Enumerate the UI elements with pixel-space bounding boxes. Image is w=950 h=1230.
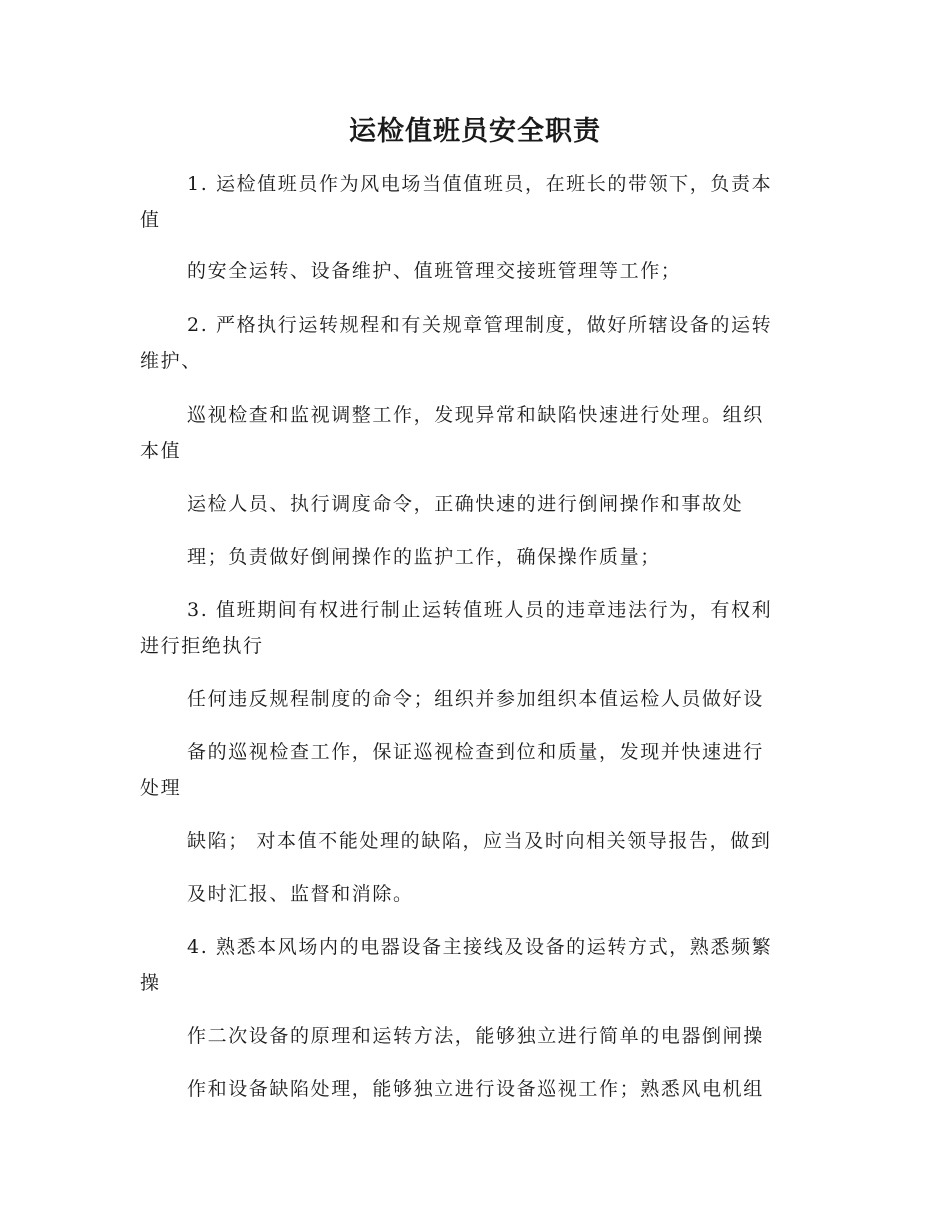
paragraph-line: 备的巡视检查工作，保证巡视检查到位和质量，发现并快速进行	[187, 741, 764, 763]
paragraph-line: 缺陷； 对本值不能处理的缺陷，应当及时向相关领导报告，做到	[187, 830, 772, 852]
paragraph-line: 维护、	[140, 350, 202, 372]
paragraph-line: 4. 熟悉本风场内的电器设备主接线及设备的运转方式，熟悉频繁	[187, 936, 773, 958]
paragraph-line: 2. 严格执行运转规程和有关规章管理制度，做好所辖设备的运转	[187, 314, 773, 336]
paragraph-line: 作和设备缺陷处理，能够独立进行设备巡视工作；熟悉风电机组	[187, 1078, 764, 1100]
paragraph-line: 的安全运转、设备维护、值班管理交接班管理等工作；	[187, 260, 682, 282]
paragraph-line: 3. 值班期间有权进行制止运转值班人员的违章违法行为，有权利	[187, 599, 773, 621]
paragraph-line: 本值	[140, 440, 182, 462]
paragraph-line: 任何违反规程制度的命令；组织并参加组织本值运检人员做好设	[187, 688, 764, 710]
paragraph-line: 处理	[140, 777, 182, 799]
paragraph-line: 巡视检查和监视调整工作，发现异常和缺陷快速进行处理。组织	[187, 404, 764, 426]
paragraph-line: 值	[140, 209, 161, 231]
paragraph-line: 1. 运检值班员作为风电场当值值班员，在班长的带领下，负责本	[187, 173, 773, 195]
document-title: 运检值班员安全职责	[349, 116, 601, 147]
paragraph-line: 及时汇报、监督和消除。	[187, 883, 414, 905]
paragraph-line: 进行拒绝执行	[140, 635, 264, 657]
paragraph-line: 运检人员、执行调度命令，正确快速的进行倒闸操作和事故处	[187, 493, 744, 515]
paragraph-line: 作二次设备的原理和运转方法，能够独立进行简单的电器倒闸操	[187, 1025, 764, 1047]
paragraph-line: 操	[140, 972, 161, 994]
paragraph-line: 理；负责做好倒闸操作的监护工作，确保操作质量；	[187, 546, 661, 568]
